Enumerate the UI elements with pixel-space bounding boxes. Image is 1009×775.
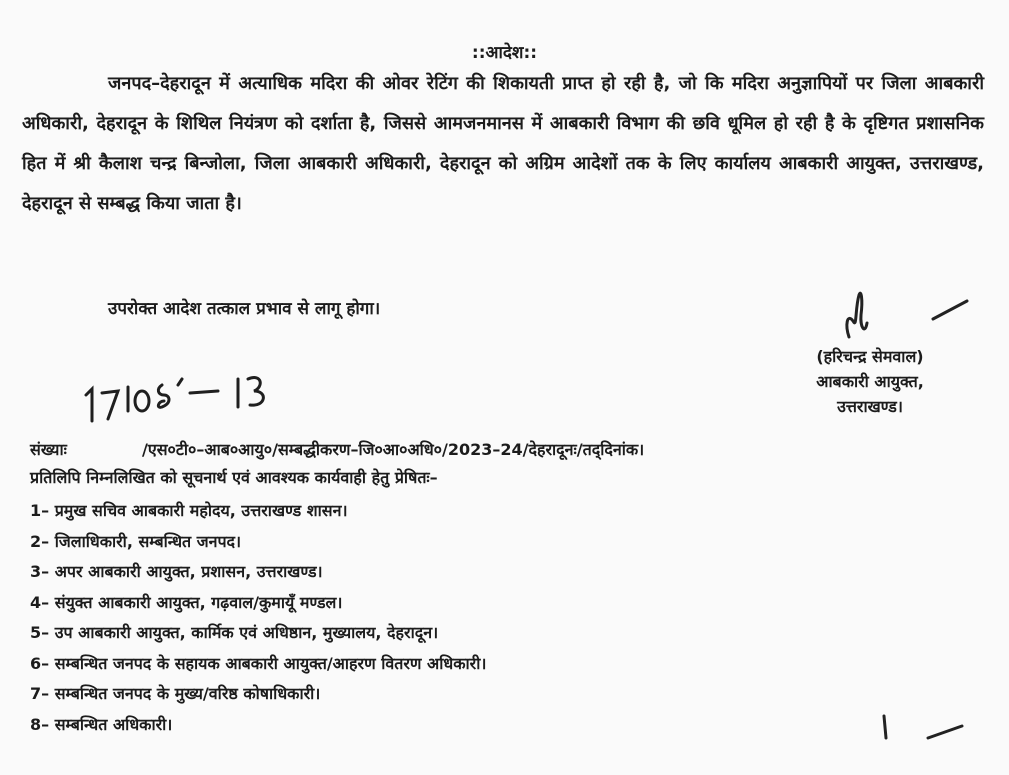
- list-item: 5– उप आबकारी आयुक्त, कार्मिक एवं अधिष्ठान, मुख्यालय, देहरादून।: [30, 623, 439, 642]
- copy-intro: प्रतिलिपि निम्नलिखित को सूचनार्थ एवं आवश्यक कार्यवाही हेतु प्रेषितः–: [30, 468, 438, 487]
- list-item: 3– अपर आबकारी आयुक्त, प्रशासन, उत्तराखण्ड।: [30, 562, 323, 581]
- reference-label: संख्याः: [30, 440, 67, 459]
- list-item: 4– संयुक्त आबकारी आयुक्त, गढ़वाल/कुमायूँ मण्डल।: [30, 592, 343, 612]
- list-item: 1– प्रमुख सचिव आबकारी महोदय, उत्तराखण्ड शासन।: [30, 501, 348, 520]
- list-item: 6– सम्बन्धित जनपद के सहायक आबकारी आयुक्त/आहरण वितरण अधिकारी।: [30, 653, 487, 673]
- signature-mark: [835, 285, 975, 347]
- signatory-name: (हरिचन्द्र सेमवाल): [816, 347, 924, 366]
- initial-mark: [870, 712, 970, 752]
- handwritten-number: [78, 365, 288, 427]
- order-title: ::आदेश::: [471, 43, 538, 63]
- signatory-state: उत्तराखण्ड।: [837, 397, 903, 416]
- reference-line: [30, 438, 990, 460]
- list-item: 7– सम्बन्धित जनपद के मुख्य/वरिष्ठ कोषाधिकारी।: [30, 684, 321, 703]
- recipient-list: [30, 496, 486, 740]
- order-paragraph: जनपद–देहरादून में अत्याधिक मदिरा की ओवर रेटिंग की शिकायती प्राप्त हो रही है, जो कि मदिरा अनुज्ञापियों पर जिला आबकारी अधिकारी, देहरादून के शिथिल नियंत्रण को दर्शाता है, जिससे आमजनमानस में आबकारी विभाग की छवि धूमिल हो रही है के दृष्टिगत प्रशासनिक हित में श्री कैलाश चन्द्र बिन्जोला, जिला आबकारी अधिकारी, देहरादून को अग्रिम आदेशों तक के लिए कार्यालय आबकारी आयुक्त, उत्तराखण्ड, देहरादून से सम्बद्ध किया जाता है।: [22, 73, 984, 214]
- signatory-designation: आबकारी आयुक्त,: [816, 372, 924, 391]
- list-item: 2– जिलाधिकारी, सम्बन्धित जनपद।: [30, 531, 242, 551]
- list-item: 8– सम्बन्धित अधिकारी।: [30, 714, 173, 734]
- signature-block: [790, 344, 950, 419]
- effect-line: उपरोक्त आदेश तत्काल प्रभाव से लागू होगा।: [108, 299, 381, 319]
- reference-text: /एस०टी०–आब०आयु०/सम्बद्धीकरण–जि०आ०अधि०/2023–24/देहरादूनः/तद्‌दिनांक।: [142, 440, 645, 459]
